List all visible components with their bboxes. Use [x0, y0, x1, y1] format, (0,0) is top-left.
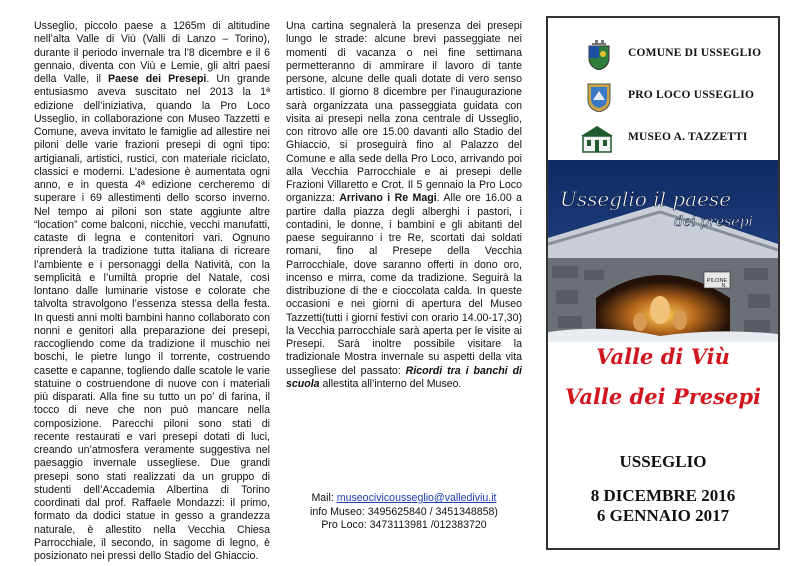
- comune-crest-icon: [586, 40, 612, 70]
- photo-caption-line2: dei presepi: [674, 214, 754, 230]
- contacts-block: [286, 492, 522, 533]
- date-end: 6 GENNAIO 2017: [596, 506, 730, 525]
- title-valle-di-viu: Valle di Viù: [596, 344, 730, 369]
- mail-link[interactable]: museocivicousseglio@vallediviu.it: [336, 492, 497, 504]
- text-column-left: [34, 20, 270, 563]
- pilone-sign-text: PILONE: [706, 278, 728, 284]
- mail-label: Mail:: [311, 492, 337, 504]
- org-museo: [548, 122, 778, 156]
- text-column-middle: [286, 20, 522, 391]
- events-text-end: allestita all’interno del Museo.: [319, 377, 462, 390]
- org3-name: MUSEO A. TAZZETTI: [628, 131, 748, 143]
- proloco-crest-icon: [586, 82, 612, 112]
- mail-line: [286, 492, 522, 506]
- events-paragraph: [286, 20, 522, 391]
- museo-building-icon: [580, 124, 614, 154]
- events-text-continued: . Alle ore 16.00 a partire dalla piazza degli alberghi i pastori, i contadini, le donne, i bambini e gli abitanti del paese seguiranno i tre Re, scortati dai soldati romani, fino al Presepe della Vecchia Parrocchiale, dove saranno offerti in dono oro, incenso e mirra, come da tradizione. Seguirà la distribuzione di the e cioccolata calda. In queste occasioni e nei giorni di apertura del Museo Tazzetti(tutti i giorni festivi con orario 14.00-17,30) la Vecchia parrocchiale sarà aperta per le visite ai Presepi. Sarà inoltre possibile visitare la tradizionale Mostra invernale su aspetti della vita usseglìese del passato:: [286, 192, 523, 377]
- mostra-title-bold-italic: Ricordi tra i banchi di scuola: [286, 364, 522, 390]
- cover-panel: [546, 16, 780, 550]
- intro-text-continued: . Un grande entusiasmo aveva suscitato nel 2013 la 1ª edizione dell’iniziativa, quando la Pro Loco Usseglio, in collaborazione con Museo Tazzetti e Comune, aveva invitato le famiglie ad allestire nei piloni delle varie frazioni presepi di ogni tipo: artigianali, artistici, rustici, con materiale riciclato, classici e moderni. L’adesione è aumentata ogni anno, e in questa 4ª edizione cercheremo di superare i 69 allestimenti dello scorso inverno. Nel tempo ai piloni son state aggiunte altre “location” come balconi, nicchie, vecchi manufatti, cataste di legna e contenitori vari. Ognuno riprenderà la tradizione tutta italiana di ricreare l’ambiente e i personaggi della Natività, con la semplicità e l’umiltà proprie del Natale, così lontano dalle luminarie vistose e colorate che talvolta stravolgono l’essenza stessa della festa. In questi anni molti bambini hanno collaborato con nonni e genitori alla preparazione dei presepi, raccogliendo come da tradizione il muschio nei boschi, le pietre lungo il torrente, costruendo casette e capanne, togliendo dalle scatole le varie statuine o costruendone di nuove con i materiali più disparati. Alla fine su tutto un po’ di farina, il tocco di neve che non può mancare nella composizione. Parecchi piloni sono stati di recente restaurati e vari presepi dotati di luci, creando un’atmosfera veramente suggestiva nel paesaggio invernale ussegliese. Due grandi presepi sono stati realizzati da un gruppo di studenti dell’Accademia Albertina di Torino coordinati dal prof. Raffaele Mondazzi: il primo, formato da dodici statue in gesso a grandezza naturale, è allestito nella Vecchia Chiesa Parrocchiale, il secondo, in sagome di legno, è posizionato nei pressi dello Stadio del Ghiaccio.: [34, 73, 270, 562]
- org-comune: [548, 38, 778, 72]
- presepe-photo: [548, 160, 778, 342]
- proloco-phone-line: Pro Loco: 3473113981 /012383720: [321, 519, 487, 531]
- paese-dei-presepi-bold: Paese dei Presepi: [108, 73, 207, 85]
- events-text: Una cartina segnalerà la presenza dei presepi lungo le strade: alcune brevi passeggiate nei momenti di vacanza o nei fine settimana permetteranno di ammirare il lavoro di tante persone, alcune delle quali dotate di vero senso artistico. Il giorno 8 dicembre per l’inaugurazione sarà organizzata una passeggiata guidata con visita ai presepi nella zona centrale di Usseglio, con ritrovo alle ore 15.00 davanti allo Stadio del Ghiaccio, si proseguirà fino al Palazzo del Comune e alla sede della Pro Loco, arrivando poi alla Vecchia Parrocchiale e ai presepi delle Frazioni Villaretto e Crot. Il 5 gennaio la Pro Loco organizza:: [286, 20, 522, 205]
- title-valle-dei-presepi: Valle dei Presepi: [565, 384, 761, 409]
- org1-name: COMUNE DI USSEGLIO: [628, 47, 762, 59]
- pilone-sign-number: N.: [721, 283, 727, 289]
- place-usseglio: USSEGLIO: [619, 452, 707, 471]
- intro-text: Usseglio, piccolo paese a 1265m di altitudine nell’alta Valle di Viù (Valli di Lanzo – Torino), durante il periodo invernale tra l’8 dicembre e il 6 gennaio, diventa con Viù e Lemie, gli altri paesi della Valle, il: [34, 20, 270, 85]
- intro-paragraph: [34, 20, 270, 563]
- org2-name: PRO LOCO USSEGLIO: [628, 89, 755, 101]
- photo-caption-line1: Usseglio il paese: [560, 187, 732, 211]
- date-start: 8 DICEMBRE 2016: [590, 486, 736, 505]
- arrivano-re-magi-bold: Arrivano i Re Magi: [339, 192, 437, 205]
- org-proloco: [548, 80, 778, 114]
- museo-phone-line: info Museo: 3495625840 / 3451348858): [310, 505, 498, 518]
